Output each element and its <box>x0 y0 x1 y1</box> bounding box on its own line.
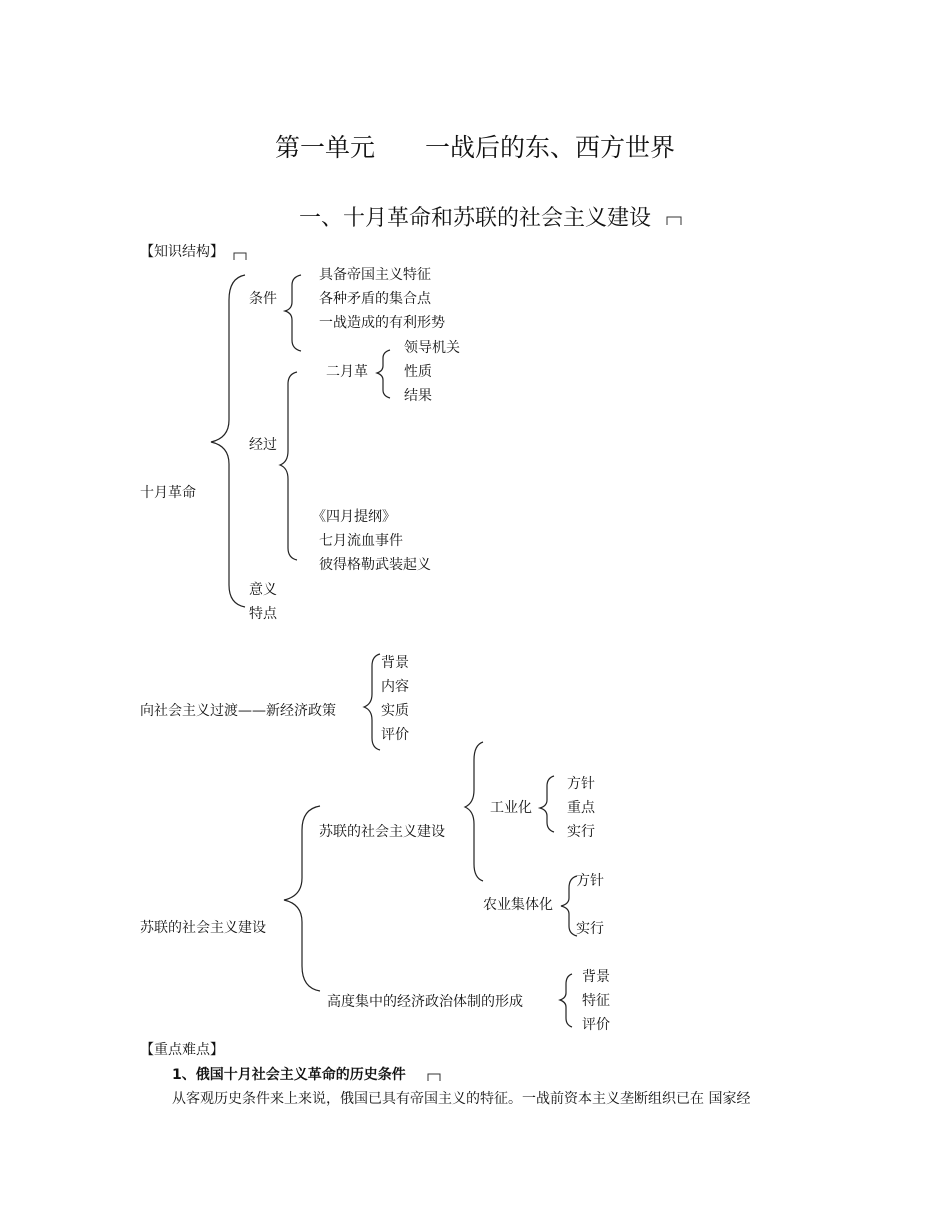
leaf-item: 方针 <box>567 776 595 792</box>
tree-root-soviet-construction: 苏联的社会主义建设 <box>140 920 266 936</box>
leaf-item: 特征 <box>582 993 610 1009</box>
leaf-item: 领导机关 <box>404 340 460 356</box>
node-centralized-system: 高度集中的经济政治体制的形成 <box>327 994 523 1010</box>
leaf-item: 内容 <box>381 679 409 695</box>
node-february-revolution: 二月革 <box>326 364 368 380</box>
knowledge-structure-heading: 【知识结构】 <box>140 244 224 260</box>
node-industrialization: 工业化 <box>490 800 532 816</box>
leaf-item: 结果 <box>404 388 432 404</box>
key-points-heading: 【重点难点】 <box>140 1042 224 1058</box>
brace-october-revolution <box>211 275 245 607</box>
leaf-item: 实质 <box>381 703 409 719</box>
leaf-item: 彼得格勒武装起义 <box>319 557 431 573</box>
brace-industrialization <box>540 776 554 832</box>
leaf-item: 实行 <box>576 921 604 937</box>
node-features: 特点 <box>249 606 277 622</box>
leaf-item: 具备帝国主义特征 <box>319 267 431 283</box>
tree-root-nep: 向社会主义过渡——新经济政策 <box>140 703 336 719</box>
page-title: 第一单元 一战后的东、西方世界 <box>274 133 675 162</box>
leaf-item: 实行 <box>567 824 595 840</box>
brace-conditions <box>285 275 301 351</box>
node-conditions: 条件 <box>249 291 277 307</box>
key-point-heading: 1、俄国十月社会主义革命的历史条件 <box>172 1067 406 1083</box>
brace-february <box>377 350 390 398</box>
brace-process <box>280 372 297 560</box>
brace-nep <box>364 654 380 750</box>
leaf-item: 各种矛盾的集合点 <box>319 291 431 307</box>
lesson-title: 一、十月革命和苏联的社会主义建设 <box>298 206 651 231</box>
brace-construction-sub <box>465 742 483 881</box>
leaf-item: 七月流血事件 <box>319 533 403 549</box>
leaf-item: 重点 <box>567 800 595 816</box>
leaf-item: 评价 <box>582 1017 610 1033</box>
brace-soviet-construction <box>284 806 320 991</box>
node-collectivization: 农业集体化 <box>483 897 553 913</box>
leaf-item: 《四月提纲》 <box>312 509 396 525</box>
key-point-paragraph: 从客观历史条件来上来说，俄国已具有帝国主义的特征。一战前资本主义垄断组织已在 国家经 <box>172 1091 751 1107</box>
leaf-item: 方针 <box>576 873 604 889</box>
node-construction: 苏联的社会主义建设 <box>319 824 445 840</box>
leaf-item: 一战造成的有利形势 <box>319 315 445 331</box>
brace-centralized-system <box>560 974 572 1027</box>
node-process: 经过 <box>249 437 277 453</box>
leaf-item: 评价 <box>381 727 409 743</box>
tree-root-october-revolution: 十月革命 <box>140 485 196 501</box>
leaf-item: 背景 <box>381 655 409 671</box>
node-meaning: 意义 <box>249 582 277 598</box>
brace-collectivization <box>561 876 577 936</box>
leaf-item: 背景 <box>582 969 610 985</box>
leaf-item: 性质 <box>404 364 432 380</box>
